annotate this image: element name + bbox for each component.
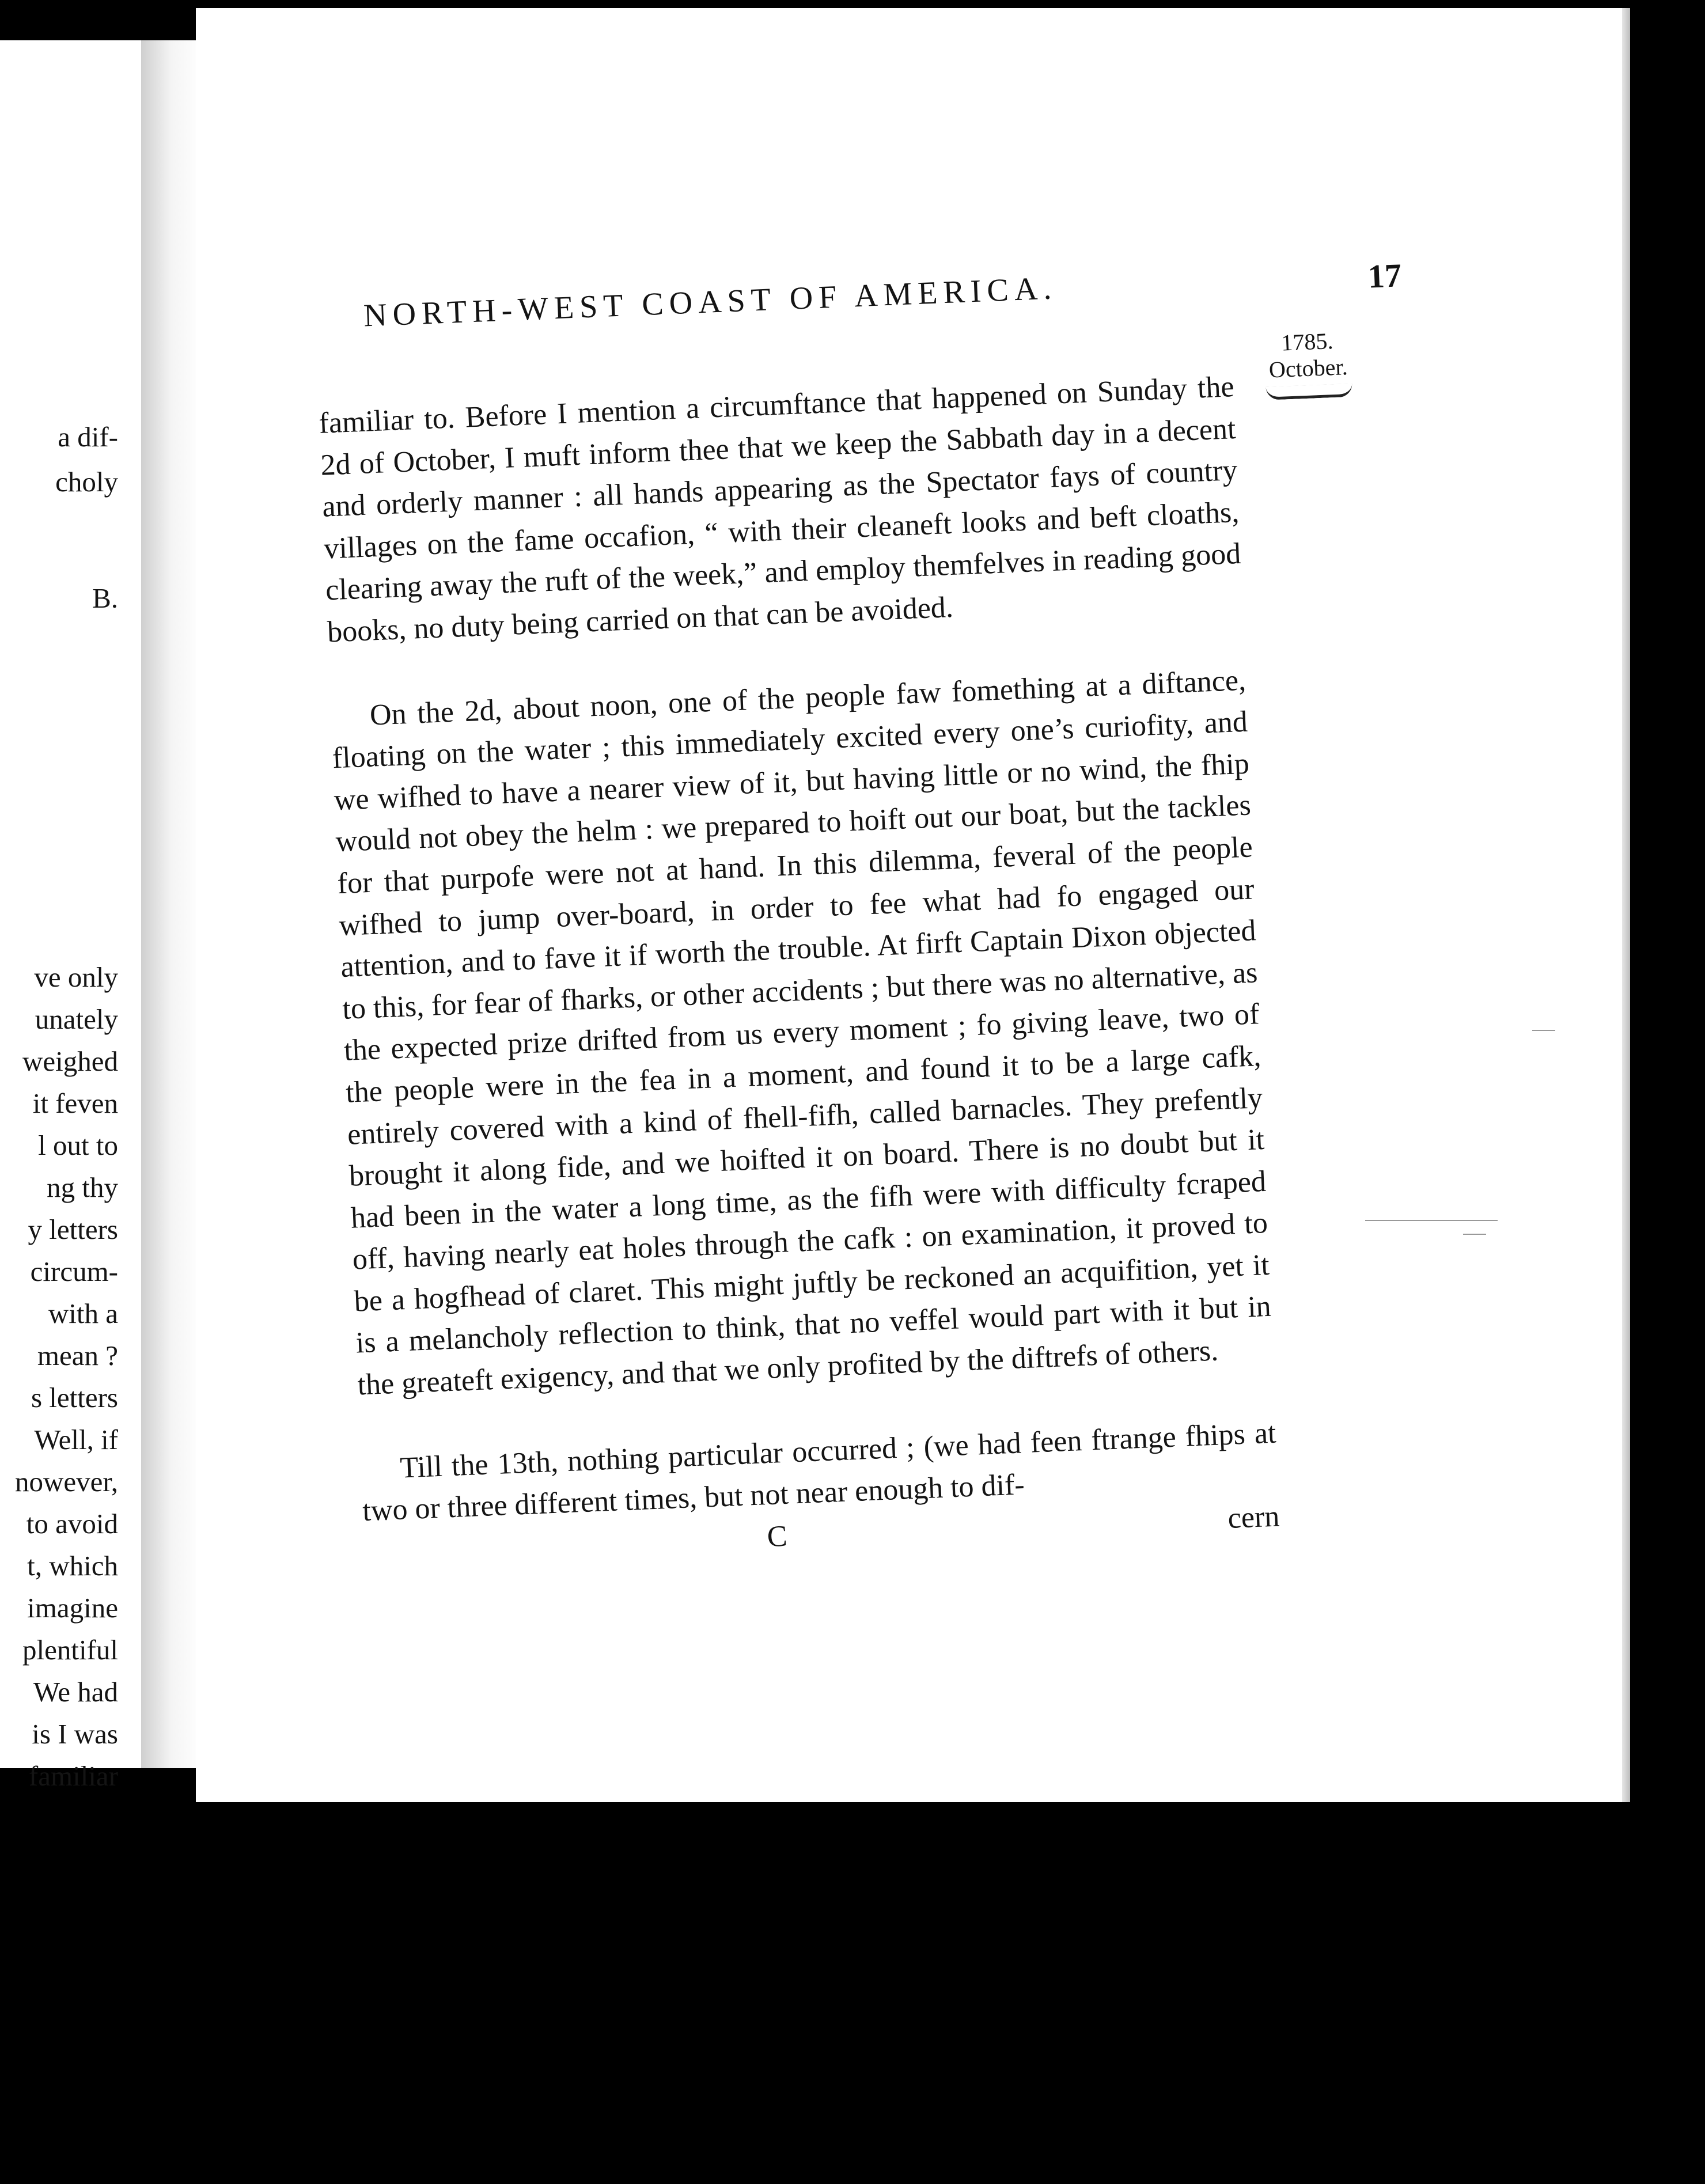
stray-mark: [1463, 1234, 1486, 1235]
paragraph: Till the 13th, nothing particular occurred ; (we had feen ftrange fhips at two or three different times, but not near enough to dif-: [362, 1416, 1277, 1528]
body-text: [318, 366, 1280, 1574]
margin-note-year: 1785.: [1280, 328, 1334, 356]
stray-mark: [1532, 1030, 1555, 1031]
stray-mark: [1365, 1220, 1498, 1221]
running-head: NORTH-WEST COAST OF AMERICA.: [362, 270, 1058, 334]
page-number: 17: [1367, 256, 1403, 295]
margin-note: [1244, 326, 1373, 401]
left-page-initial: B.: [92, 582, 118, 614]
left-page-top-lines: a dif- choly: [55, 421, 118, 498]
paragraph: familiar to. Before I mention a circumftance that happened on Sunday the 2d of October, I muft inform thee that we keep the Sabbath day in a decent and orderly manner : all hands appearing as the Spectator fays of country villages on the fame occafion, “ with their cleaneft looks and beft cloaths, clearing away the ruft of the week,” and employ themfelves in reading good books, no duty being carried on that can be avoided.: [318, 370, 1242, 649]
signature-mark: C: [766, 1519, 788, 1553]
page-edge: [1622, 8, 1630, 1802]
paragraph: On the 2d, about noon, one of the people faw fomething at a diftance, floating on the water ; this immediately excited every one’s curiofity, and we wifhed to have a nearer view of it, but having little or no wind, the fhip would not obey the helm : we prepared to hoift out our boat, but the tackles for that purpofe were not at hand. In this dilemma, feveral of the people wifhed to jump over-board, in order to fee what had fo engaged our attention, and to fave it if worth the trouble. At firft Captain Dixon objected to this, for fear of fharks, or other accidents ; but there was no alternative, as the expected prize drifted from us every moment ; fo giving leave, two of the people were in the fea in a moment, and found it to be a large cafk, entirely covered with a kind of fhell-fifh, called barnacles. They prefently brought it along fide, and we hoifted it on board. There is no doubt but it had been in the water a long time, as the fifh were with difficulty fcraped off, having nearly eat holes through the cafk : on examination, it proved to be a hogfhead of claret. This might juftly be reckoned an acquifition, yet it is a melancholy reflection to think, that no veffel would part with it but in the greateft exigency, and that we only profited by the diftrefs of others.: [331, 663, 1272, 1402]
left-page-text-fragments: ve only unately weighed it feven l out to ng thy y letters circum- with a mean ? s letters Well, if nowever, to avoid t, which imagine plentiful We had is I was familiar: [15, 961, 118, 1792]
catchword: cern: [1227, 1500, 1280, 1535]
left-page: [0, 40, 141, 1792]
scan-border: [0, 1802, 1705, 2184]
margin-note-month: October.: [1268, 354, 1348, 383]
